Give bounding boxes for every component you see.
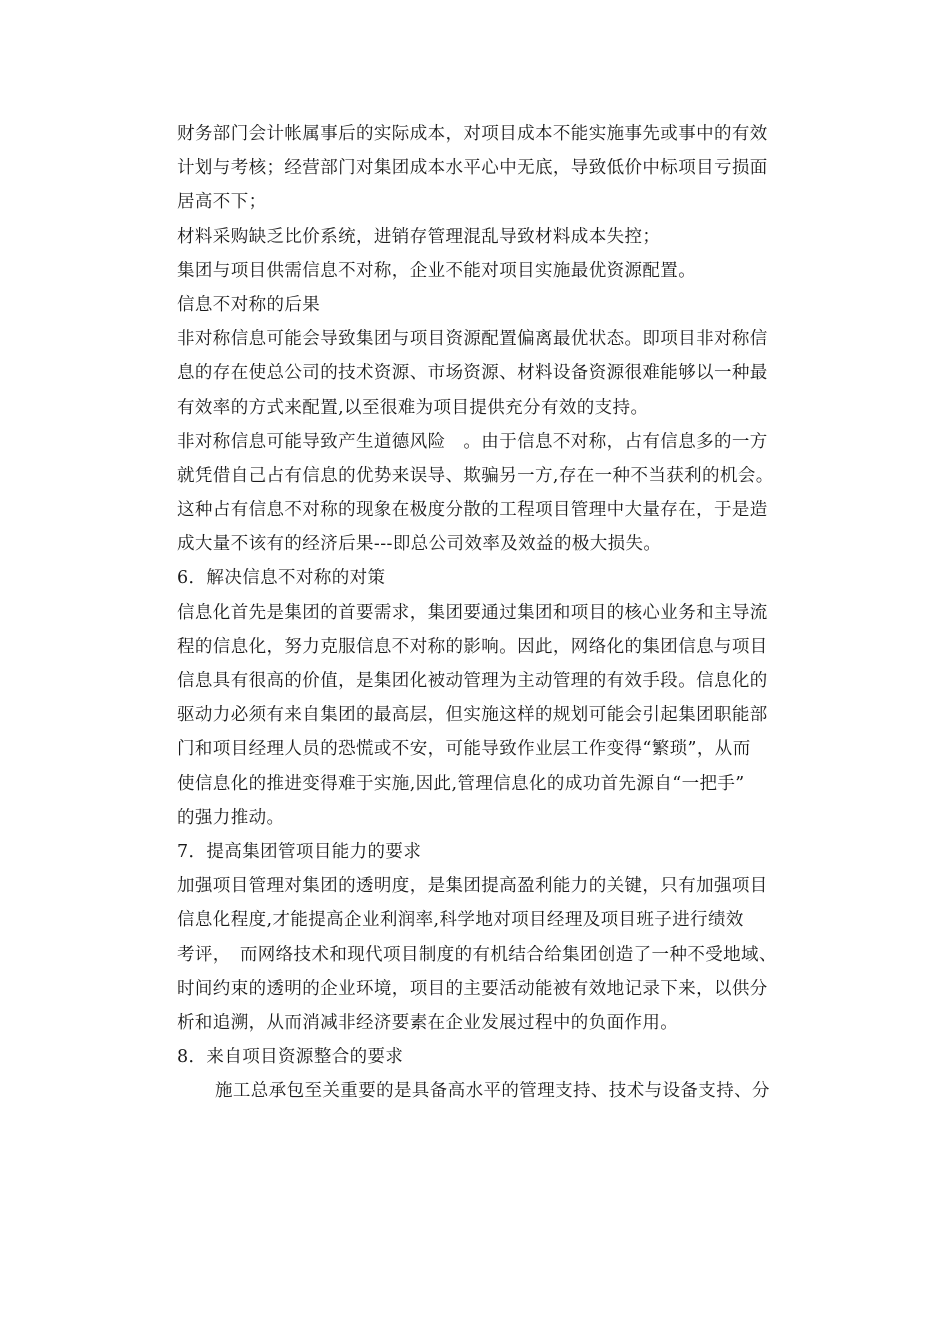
- text-line: 门和项目经理人员的恐慌或不安，可能导致作业层工作变得“繁琐”，从而: [177, 739, 751, 760]
- text-line: 信息化首先是集团的首要需求，集团要通过集团和项目的核心业务和主导流: [177, 602, 768, 623]
- section-heading: 8．来自项目资源整合的要求: [177, 1047, 404, 1068]
- text-line: 息的存在使总公司的技术资源、市场资源、材料设备资源很难能够以一种最: [177, 363, 768, 384]
- text-line: 的强力推动。: [177, 807, 285, 828]
- section-heading: 7．提高集团管项目能力的要求: [177, 841, 422, 862]
- text-line: 计划与考核；经营部门对集团成本水平心中无底，导致低价中标项目亏损面: [177, 158, 768, 179]
- text-line: 非对称信息可能会导致集团与项目资源配置偏离最优状态。即项目非对称信: [177, 329, 768, 350]
- text-line: 就凭借自己占有信息的优势来误导、欺骗另一方,存在一种不当获利的机会。: [177, 465, 774, 486]
- text-line: 析和追溯，从而消减非经济要素在企业发展过程中的负面作用。: [177, 1012, 679, 1033]
- text-line: 使信息化的推进变得难于实施,因此,管理信息化的成功首先源自“一把手”: [177, 773, 745, 794]
- text-line: 时间约束的透明的企业环境，项目的主要活动能被有效地记录下来，以供分: [177, 978, 768, 999]
- text-line: 驱动力必须有来自集团的最高层，但实施这样的规划可能会引起集团职能部: [177, 705, 768, 726]
- text-line: 居高不下；: [177, 192, 267, 213]
- text-line: 成大量不该有的经济后果---即总公司效率及效益的极大损失。: [177, 534, 662, 555]
- text-line: 有效率的方式来配置,以至很难为项目提供充分有效的支持。: [177, 397, 649, 418]
- document-page: [177, 117, 827, 1108]
- text-line: 集团与项目供需信息不对称，企业不能对项目实施最优资源配置。: [177, 260, 697, 281]
- text-line: 信息化程度,才能提高企业利润率,科学地对项目经理及项目班子进行绩效: [177, 910, 744, 931]
- section-heading: 6．解决信息不对称的对策: [177, 568, 386, 589]
- text-line: 非对称信息可能导致产生道德风险 。由于信息不对称，占有信息多的一方: [177, 431, 768, 452]
- text-line: 考评， 而网络技术和现代项目制度的有机结合给集团创造了一种不受地域、: [177, 944, 777, 965]
- text-line: 财务部门会计帐属事后的实际成本，对项目成本不能实施事先或事中的有效: [177, 124, 768, 144]
- text-line: 加强项目管理对集团的透明度，是集团提高盈利能力的关键，只有加强项目: [177, 876, 768, 897]
- text-line: 材料采购缺乏比价系统，进销存管理混乱导致材料成本失控；: [177, 226, 661, 247]
- text-line: 程的信息化，努力克服信息不对称的影响。因此，网络化的集团信息与项目: [177, 636, 768, 657]
- text-line: 这种占有信息不对称的现象在极度分散的工程项目管理中大量存在，于是造: [177, 500, 768, 521]
- text-line: 施工总承包至关重要的是具备高水平的管理支持、技术与设备支持、分: [215, 1081, 770, 1102]
- text-line: 信息具有很高的价值，是集团化被动管理为主动管理的有效手段。信息化的: [177, 671, 768, 691]
- section-heading: 信息不对称的后果: [177, 294, 321, 315]
